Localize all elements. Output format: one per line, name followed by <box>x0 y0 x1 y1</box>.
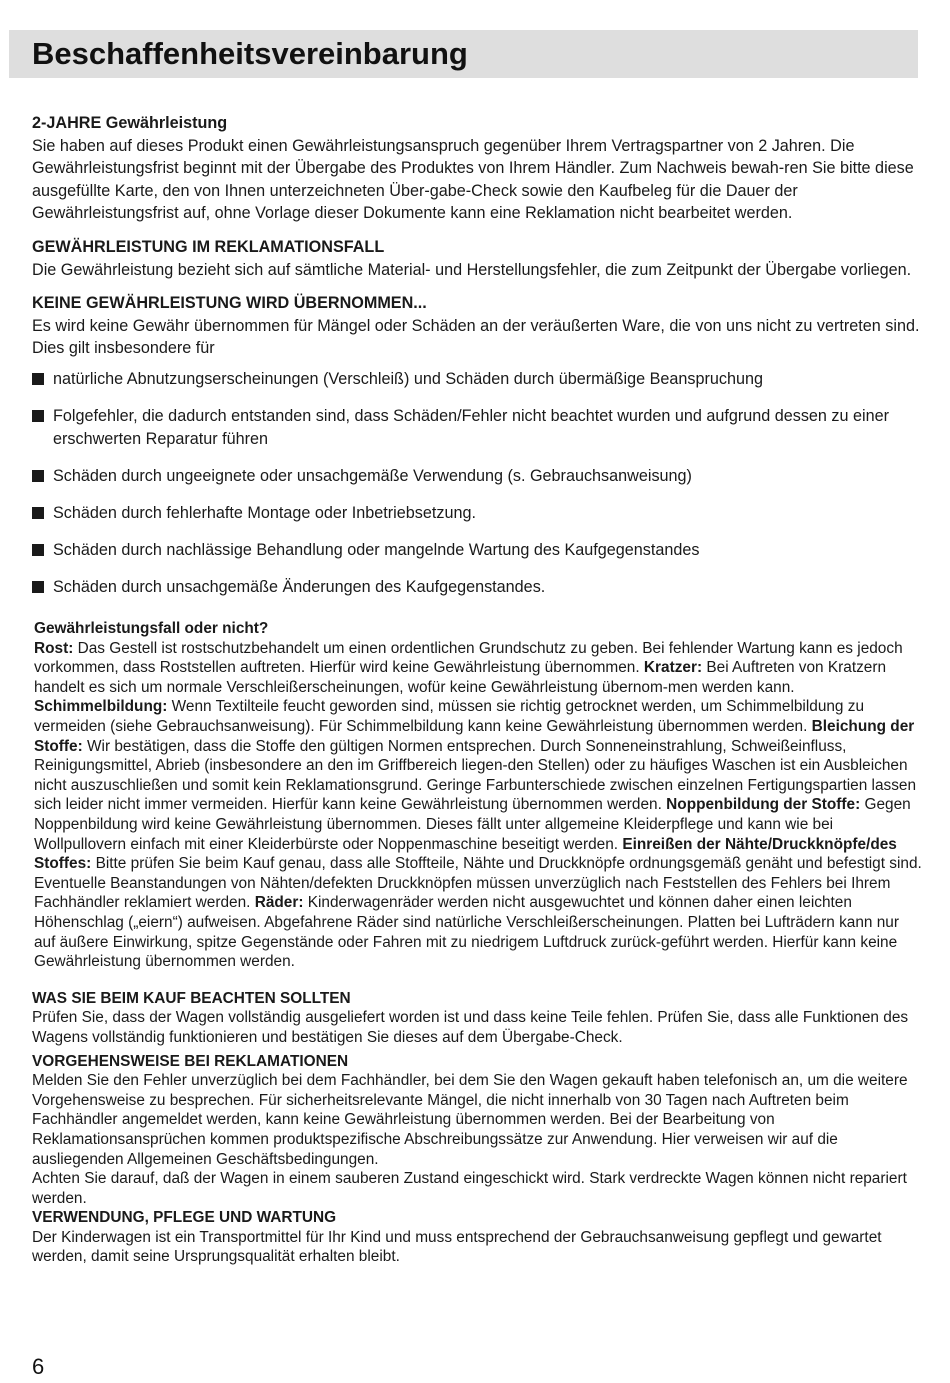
section-heading: Gewährleistungsfall oder nicht? <box>34 620 269 638</box>
section-heading: 2-JAHRE Gewährleistung <box>32 114 228 132</box>
section-text: Prüfen Sie, dass der Wagen vollständig ausgeliefert worden ist und dass keine Teile fehlen. Prüfen Sie, dass alle Funktionen des Wagens vollständig funktionieren und bestätigen Sie dieses auf dem Übergabe-Check. <box>32 1009 909 1046</box>
section-text: Die Gewährleistung bezieht sich auf sämtliche Material- und Herstellungsfehler, die zum Zeitpunkt der Übergabe vorliegen. <box>32 260 912 279</box>
section-text: Es wird keine Gewähr übernommen für Mängel oder Schäden an der veräußerten Ware, die von uns nicht zu vertreten sind. Dies gilt insbesondere für <box>32 316 920 358</box>
exclusion-list <box>32 368 922 599</box>
bullet-square-icon <box>32 507 44 519</box>
section-heading: WAS SIE BEIM KAUF BEACHTEN SOLLTEN <box>32 989 351 1007</box>
bullet-square-icon <box>32 470 44 482</box>
section-heading: VERWENDUNG, PFLEGE UND WARTUNG <box>32 1209 337 1227</box>
term-label: Kratzer: <box>643 659 703 677</box>
bullet-square-icon <box>32 410 44 422</box>
term-label: Einreißen der Nähte/Druckknöpfe/des Stoffes: <box>34 835 897 873</box>
list-item: Schäden durch fehlerhafte Montage oder Inbetriebsetzung. <box>32 502 922 525</box>
term-label: Rost: <box>34 639 74 657</box>
list-item: Folgefehler, die dadurch entstanden sind, dass Schäden/Fehler nicht beachtet wurden und aufgrund dessen zu einer erschwerten Reparatur führen <box>32 405 922 450</box>
section-text: Der Kinderwagen ist ein Transportmittel für Ihr Kind und muss entsprechend der Gebrauchsanweisung gepflegt und gewartet werden, damit seine Ursprungsqualität erhalten bleibt. <box>32 1228 882 1266</box>
title-bar <box>9 30 918 78</box>
section-kauf <box>32 989 922 1048</box>
section-reklamationen <box>32 1052 922 1209</box>
section-heading: KEINE GEWÄHRLEISTUNG WIRD ÜBERNOMMEN... <box>32 294 427 313</box>
list-item: Schäden durch nachlässige Behandlung oder mangelnde Wartung des Kaufgegenstandes <box>32 539 922 562</box>
section-text: Sie haben auf dieses Produkt einen Gewährleistungsanspruch gegenüber Ihrem Vertragspartner von 2 Jahren. Die Gewährleistungsfrist beginnt mit der Übergabe des Produktes von Ihrem Händler. Zum Nachweis bewah-ren Sie bitte diese ausgefüllte Karte, den von Ihnen unterzeichneten Über-gabe-Check sowie den Kaufbeleg für die Dauer der Gewährleistungsfrist auf, ohne Vorlage dieser Dokumente kann eine Reklamation nicht bearbeitet werden. <box>32 136 914 223</box>
section-heading: VORGEHENSWEISE BEI REKLAMATIONEN <box>32 1052 349 1070</box>
term-label: Bleichung der Stoffe: <box>34 718 915 755</box>
bullet-square-icon <box>32 373 44 385</box>
bullet-square-icon <box>32 581 44 593</box>
term-label: Noppenbildung der Stoffe: <box>666 796 861 814</box>
page-title: Beschaffenheitsvereinbarung <box>32 36 468 71</box>
section-gewaehrleistungsfall <box>32 619 922 972</box>
list-item: Schäden durch unsachgemäße Änderungen des Kaufgegenstandes. <box>32 576 922 599</box>
list-item: natürliche Abnutzungserscheinungen (Verschleiß) und Schäden durch übermäßige Beanspruchung <box>32 368 922 391</box>
bullet-square-icon <box>32 544 44 556</box>
document-body <box>32 112 922 1267</box>
section-heading: GEWÄHRLEISTUNG IM REKLAMATIONSFALL <box>32 237 385 256</box>
page-number: 6 <box>32 1354 45 1379</box>
section-text: Rost: Das Gestell ist rostschutzbehandelt um einen ordentlichen Grundschutz zu geben. Bei fehlender Wartung kann es jedoch vorkommen, dass Roststellen auftreten. Hierfür wird keine Gewährleistung übernommen. Kratzer: Bei Auftreten von Kratzern handelt es sich um normale Verschleißerscheinungen, wofür keine Gewährleistung übernom-men werden kann. Schimmelbildung: Wenn Textilteile feucht geworden sind, müssen sie richtig getrocknet werden, um Schimmelbildung zu vermeiden (siehe Gebrauchsanweisung). Für Schimmelbildung kann keine Gewährleistung übernommen werden. Bleichung der Stoffe: Wir bestätigen, dass die Stoffe den gültigen Normen entsprechen. Durch Sonneneinstrahlung, Schweißeinfluss, Reinigungsmittel, Abrieb (insbesondere an den im Griffbereich liegen-den Stellen) oder zu häufiges Waschen ist ein Ausbleichen nicht auszuschließen und somit kein Reklamationsgrund. Geringe Farbunterschiede zwischen einzelnen Fertigungspartien lassen sich leider nicht immer vermeiden. Hierfür kann keine Gewährleistung übernommen werden. Noppenbildung der Stoffe: Gegen Noppenbildung wird keine Gewährleistung übernommen. Dieses fällt unter allgemeine Kleiderpflege und kann wie bei Wollpullovern einfach mit einer Kleiderbürste oder Noppenmaschine beseitigt werden. Einreißen der Nähte/Druckknöpfe/des Stoffes: Bitte prüfen Sie beim Kauf genau, dass alle Stoffteile, Nähte und Druckknöpfe ordnungsgemäß genäht und befestigt sind. Eventuelle Beanstandungen von Nähten/defekten Druckknöpfen müssen unverzüglich nach Feststellen des Fehlers bei Ihrem Fachhändler reklamiert werden. Räder: Kinderwagenräder werden nicht ausgewuchtet und können daher einen leichten Höhenschlag („eiern“) aufweisen. Abgefahrene Räder sind natürliche Verschleißerscheinungen. Platten bei Lufträdern kann nur auf äußere Einwirkung, spitze Gegenstände oder Fahren mit zu niedrigem Luftdruck zurück-geführt werden. Hierfür kann keine Gewährleistung übernommen werden. <box>34 639 922 971</box>
section-reklamationsfall <box>32 236 922 281</box>
list-item: Schäden durch ungeeignete oder unsachgemäße Verwendung (s. Gebrauchsanweisung) <box>32 465 922 488</box>
term-label: Räder: <box>254 894 304 912</box>
section-verwendung <box>32 1208 922 1267</box>
section-text: Melden Sie den Fehler unverzüglich bei dem Fachhändler, bei dem Sie den Wagen gekauft haben telefonisch an, um die weitere Vorgehensweise zu besprechen. Für sicherheitsrelevante Mängel, die nicht innerhalb von 30 Tagen nach Auftreten beim Fachhändler angemeldet werden, kann keine Gewährleistung übernommen werden. Bei der Bearbeitung von Reklamationsansprüchen kommen produktspezifische Abschreibungssätze zur Anwendung. Hier verweisen wir auf die ausliegenden Allgemeinen Geschäftsbedingungen. <box>32 1072 908 1168</box>
section-2-jahre <box>32 112 922 225</box>
term-label: Schimmelbildung: <box>34 698 168 716</box>
section-note: Achten Sie darauf, daß der Wagen in einem sauberen Zustand eingeschickt wird. Stark verdreckte Wagen können nicht repariert werden. <box>32 1170 907 1207</box>
section-keine-gewaehrleistung <box>32 292 922 360</box>
